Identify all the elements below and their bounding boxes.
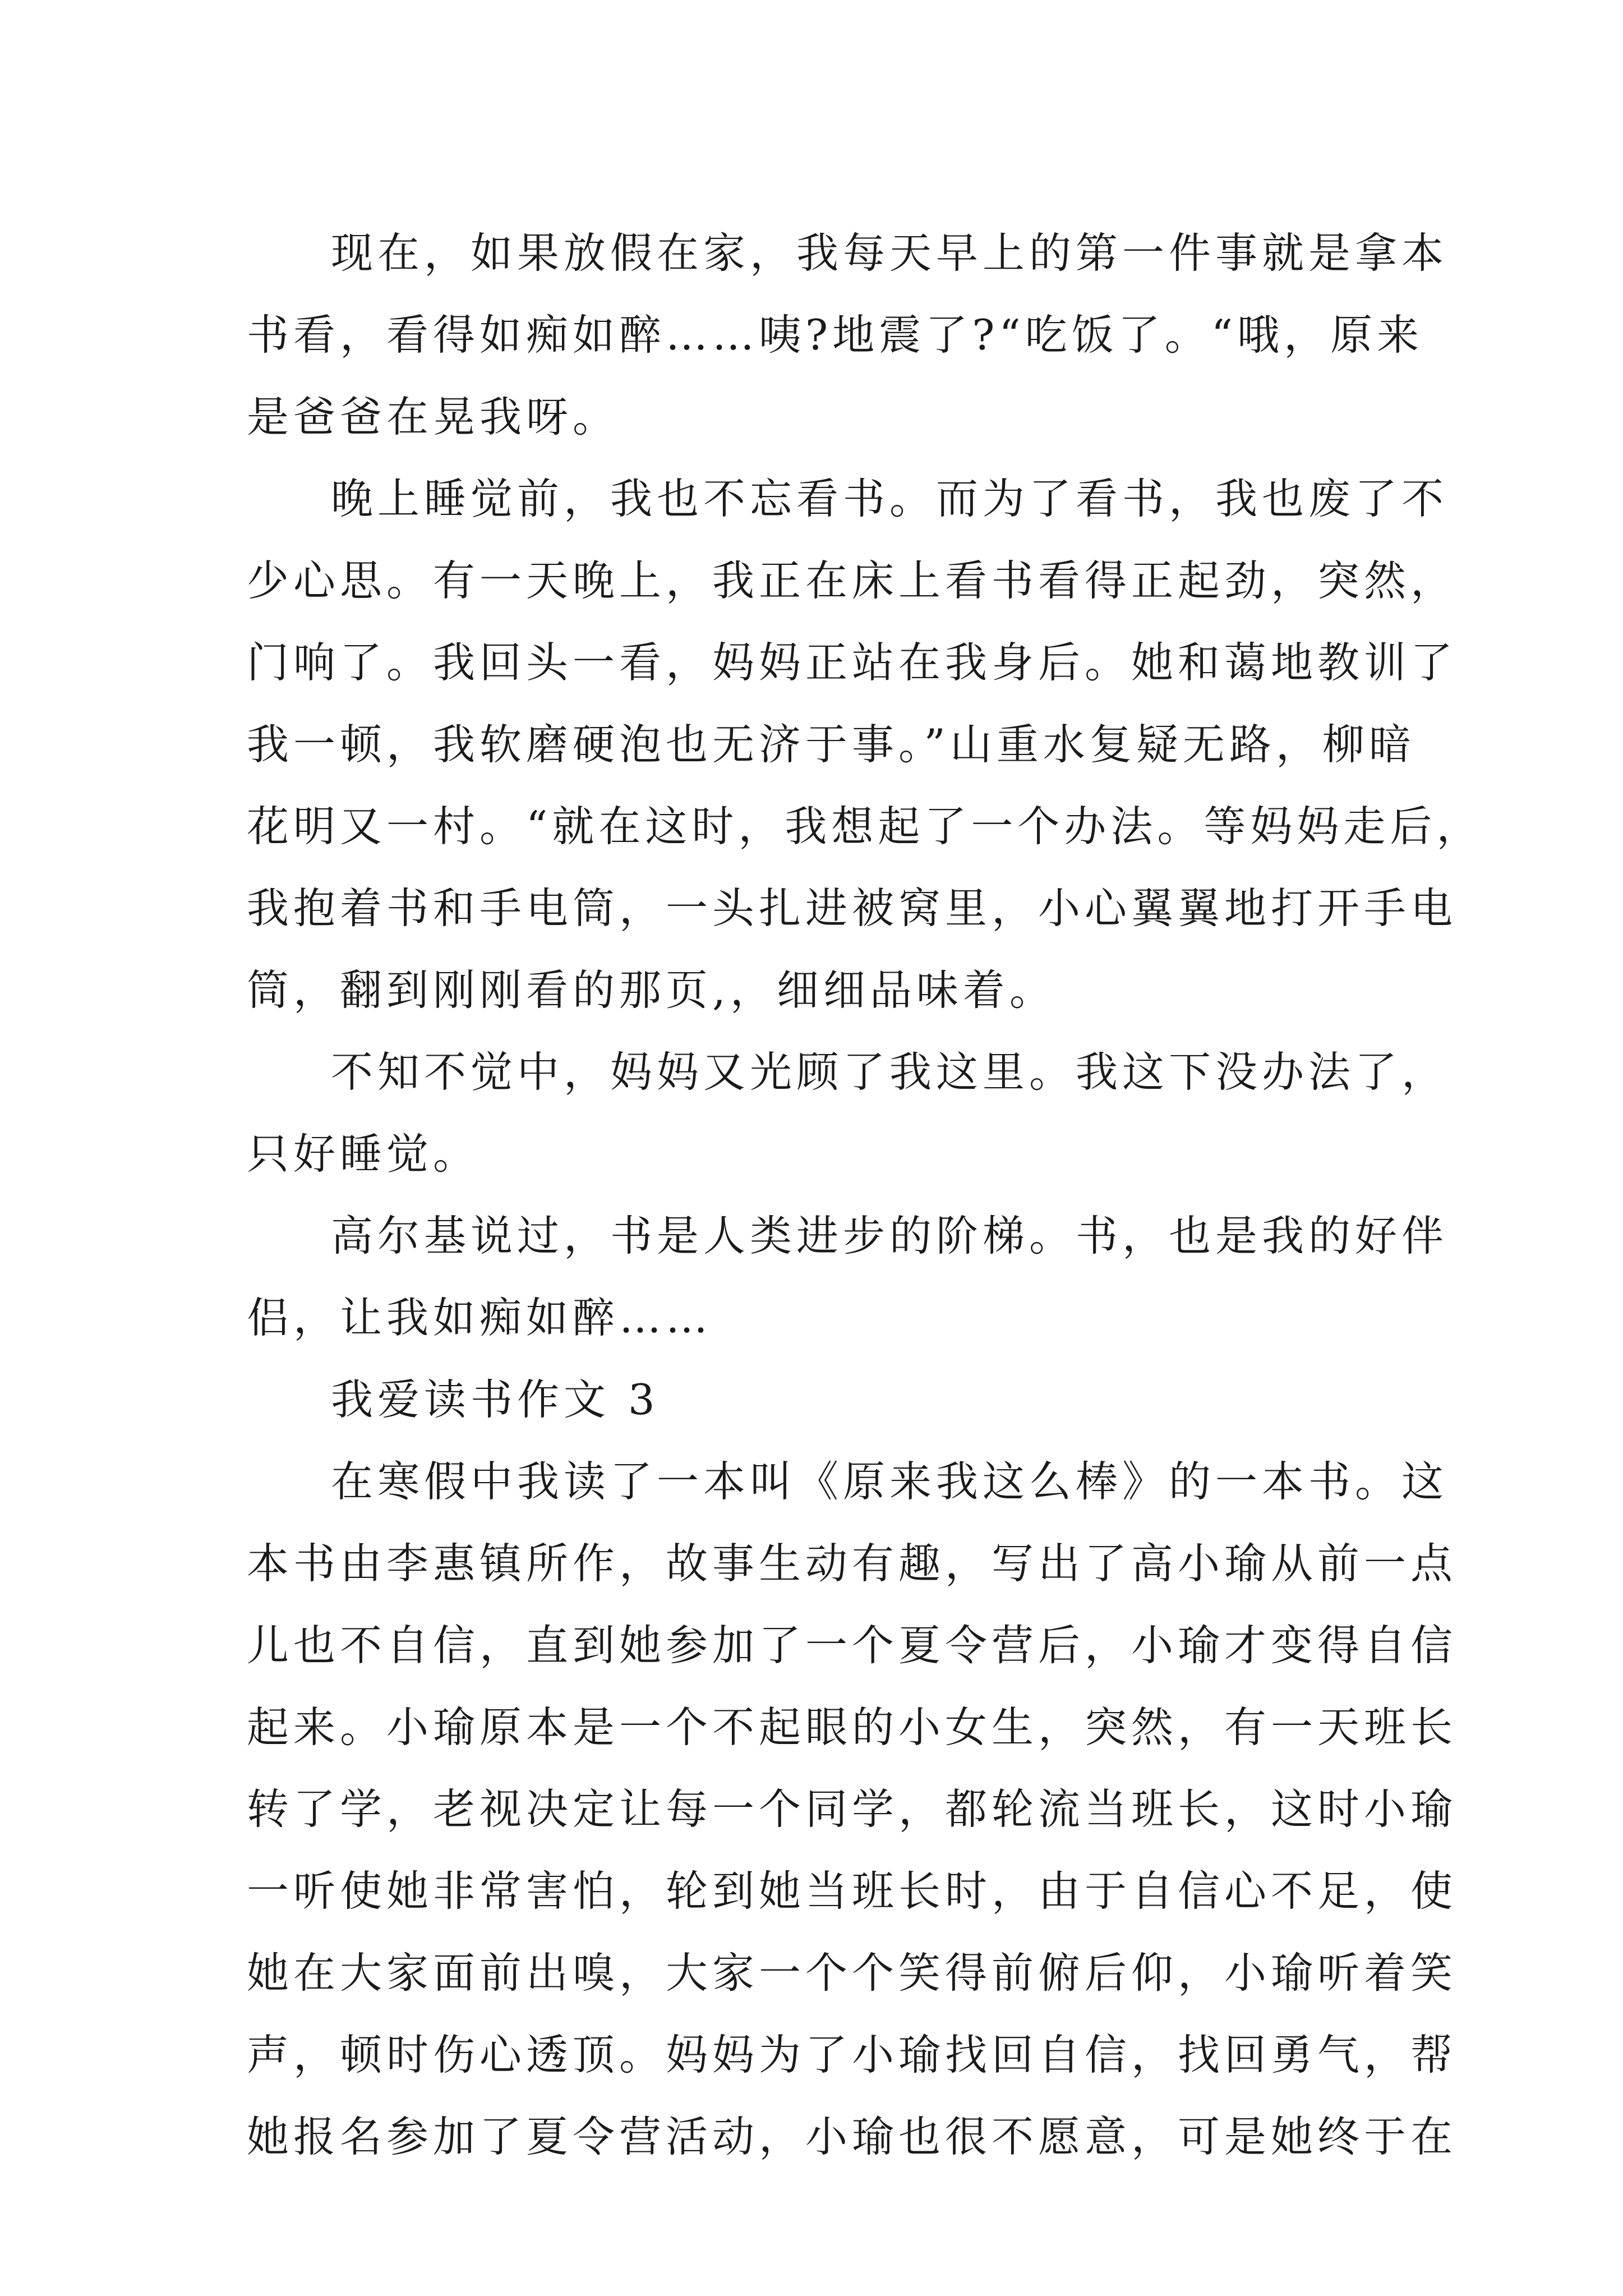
text-line: 她报名参加了夏令营活动，小瑜也很不愿意，可是她终于在	[247, 2112, 1458, 2161]
text-line: 一听使她非常害怕，轮到她当班长时，由于自信心不足，使	[247, 1866, 1458, 1916]
paragraph-5	[247, 1441, 1458, 2178]
text-line: 晚上睡觉前，我也不忘看书。而为了看书，我也废了不	[331, 474, 1449, 523]
text-line: 起来。小瑜原本是一个不起眼的小女生，突然，有一天班长	[247, 1703, 1458, 1752]
text-line: 转了学，老视决定让每一个同学，都轮流当班长，这时小瑜	[247, 1784, 1458, 1834]
text-line: 本书由李惠镇所作，故事生动有趣，写出了高小瑜从前一点	[247, 1539, 1458, 1588]
text-line: 少心思。有一天晚上，我正在床上看书看得正起劲，突然，	[247, 556, 1458, 605]
section-heading	[247, 1359, 1374, 1441]
text-line: 我抱着书和手电筒，一头扎进被窝里，小心翼翼地打开手电	[247, 884, 1458, 933]
text-line: 筒，翻到刚刚看的那页,，细细品味着。	[247, 965, 1056, 1015]
paragraph-1	[247, 212, 1449, 458]
text-line: 花明又一村。“就在这时，我想起了一个办法。等妈妈走后，	[247, 802, 1483, 851]
essay-body	[247, 212, 1483, 2178]
paragraph-3	[247, 1031, 1449, 1195]
paragraph-4	[247, 1195, 1449, 1359]
text-line: 侣，让我如痴如醉……	[247, 1293, 713, 1342]
text-line: 她在大家面前出嗅，大家一个个笑得前俯后仰，小瑜听着笑	[247, 1948, 1458, 1998]
text-line: 书看，看得如痴如醉……咦?地震了?“吃饭了。“哦，原来	[247, 310, 1424, 360]
text-line: 门响了。我回头一看，妈妈正站在我身后。她和蔼地教训了	[247, 638, 1458, 687]
paragraph-2	[247, 458, 1483, 1031]
text-line: 现在，如果放假在家，我每天早上的第一件事就是拿本	[331, 228, 1449, 278]
text-line: 只好睡觉。	[247, 1129, 480, 1179]
text-line: 我一顿，我软磨硬泡也无济于事。”山重水复疑无路，柳暗	[247, 720, 1415, 769]
text-line: 是爸爸在晃我呀。	[247, 392, 620, 441]
essay-title: 我爱读书作文 3	[331, 1375, 660, 1424]
text-line: 声，顿时伤心透顶。妈妈为了小瑜找回自信，找回勇气，帮	[247, 2030, 1458, 2079]
text-line: 高尔基说过，书是人类进步的阶梯。书，也是我的好伴	[331, 1211, 1449, 1260]
text-line: 在寒假中我读了一本叫《原来我这么棒》的一本书。这	[331, 1457, 1449, 1506]
text-line: 儿也不自信，直到她参加了一个夏令营后，小瑜才变得自信	[247, 1621, 1458, 1670]
text-line: 不知不觉中，妈妈又光顾了我这里。我这下没办法了，	[331, 1047, 1449, 1097]
